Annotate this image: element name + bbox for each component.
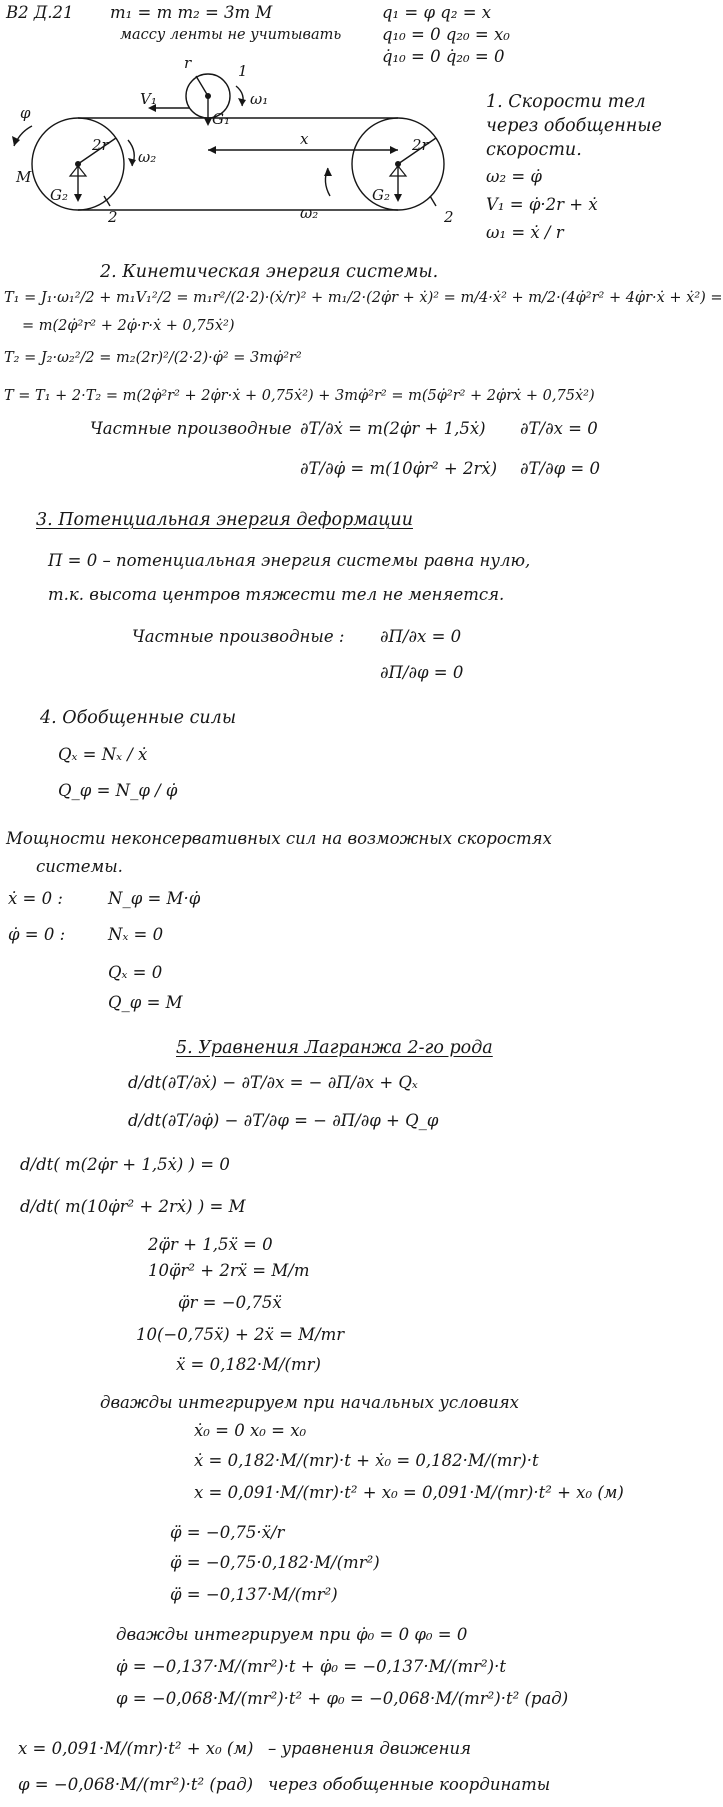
s5-integrate-2: дважды интегрируем при φ̇₀ = 0 φ₀ = 0 — [116, 1625, 468, 1644]
s1-v1: V₁ = φ̇·2r + ẋ — [486, 195, 598, 214]
s2-t2: T₂ = J₂·ω₂²/2 = m₂(2r)²/(2·2)·φ̇² = 3mφ̇²r² — [4, 350, 302, 366]
s5-final-note-1: – уравнения движения — [268, 1739, 471, 1758]
label-omega2-left: ω₂ — [138, 148, 157, 166]
s4-case2-cond: φ̇ = 0 : — [8, 925, 66, 944]
label-1: 1 — [238, 62, 248, 80]
s5-phidot: φ̇ = −0,137·M/(mr²)·t + φ̇₀ = −0,137·M/(mr²)·t — [116, 1657, 506, 1676]
s3-line-1: П = 0 – потенциальная энергия системы равна нулю, — [48, 551, 531, 570]
label-omega1: ω₁ — [250, 90, 269, 108]
s5-sys-2: 10φ̈r² + 2rẍ = M/m — [148, 1261, 310, 1280]
s4-result-Qphi: Q_φ = M — [108, 993, 183, 1012]
label-omega2-right: ω₂ — [300, 204, 319, 222]
initial-conditions-2: q̇₁₀ = 0 q̇₂₀ = 0 — [382, 47, 505, 66]
label-G2-left: G₂ — [50, 186, 68, 204]
s5-integrate-1: дважды интегрируем при начальных условиях — [100, 1393, 519, 1412]
label-r: r — [184, 54, 192, 72]
s5-final-note-2: через обобщенные координаты — [268, 1775, 551, 1794]
s5-xddot: ẍ = 0,182·M/(mr) — [176, 1355, 321, 1374]
s2-t1-line-a: T₁ = J₁·ω₁²/2 + m₁V₁²/2 = m₁r²/(2·2)·(ẋ/r)² + m₁/2·(2φ̇r + ẋ)² = m/4·ẋ² + m/2·(4φ̇²r² + 4φ̇r·ẋ + ẋ²) = — [4, 290, 723, 306]
s5-lagrange-phi: d/dt(∂T/∂φ̇) − ∂T/∂φ = − ∂П/∂φ + Q_φ — [128, 1111, 439, 1130]
tape-mass-note: массу ленты не учитывать — [120, 27, 342, 43]
variant-label: В2 Д.21 — [6, 3, 74, 22]
s5-phiddot-3: φ̈ = −0,137·M/(mr²) — [170, 1585, 338, 1604]
s4-power-1: Мощности неконсервативных сил на возможных скоростях — [6, 829, 552, 848]
s5-eq-1: d/dt( m(2φ̇r + 1,5ẋ) ) = 0 — [20, 1155, 230, 1174]
s4-case1-power: N_φ = M·φ̇ — [108, 889, 201, 908]
label-V1: V₁ — [140, 90, 157, 108]
s3-partial-label: Частные производные : — [132, 627, 345, 646]
label-2-left: 2 — [108, 208, 118, 226]
s5-ic-1: ẋ₀ = 0 x₀ = x₀ — [194, 1421, 307, 1440]
s4-Qphi: Q_φ = N_φ / φ̇ — [58, 781, 178, 800]
s4-case1-cond: ẋ = 0 : — [8, 889, 63, 908]
label-phi: φ — [20, 104, 31, 122]
s5-sys-1: 2φ̈r + 1,5ẍ = 0 — [148, 1235, 273, 1254]
initial-conditions-1: q₁₀ = 0 q₂₀ = x₀ — [382, 25, 510, 44]
s2-dT-dx: ∂T/∂x = 0 — [520, 419, 598, 438]
s5-lagrange-x: d/dt(∂T/∂ẋ) − ∂T/∂x = − ∂П/∂x + Qₓ — [128, 1073, 418, 1092]
s2-dT-dphidot: ∂T/∂φ̇ = m(10φ̇r² + 2rẋ) — [300, 459, 498, 478]
s2-dT-dphi: ∂T/∂φ = 0 — [520, 459, 600, 478]
s5-x: x = 0,091·M/(mr)·t² + x₀ = 0,091·M/(mr)·t² + x₀ (м) — [194, 1483, 624, 1502]
s2-dT-dxdot: ∂T/∂ẋ = m(2φ̇r + 1,5ẋ) — [300, 419, 486, 438]
s5-phi: φ = −0,068·M/(mr²)·t² + φ₀ = −0,068·M/(mr²)·t² (рад) — [116, 1689, 569, 1708]
label-M: M — [16, 168, 32, 186]
s5-final-x: x = 0,091·M/(mr)·t² + x₀ (м) — [18, 1739, 254, 1758]
s1-title-3: скорости. — [486, 140, 582, 160]
s5-final-phi: φ = −0,068·M/(mr²)·t² (рад) — [18, 1775, 254, 1794]
s2-title: 2. Кинетическая энергия системы. — [100, 262, 439, 282]
s3-title: 3. Потенциальная энергия деформации — [36, 510, 413, 530]
label-G2-right: G₂ — [372, 186, 390, 204]
s5-title: 5. Уравнения Лагранжа 2-го рода — [176, 1038, 493, 1058]
s3-line-2: т.к. высота центров тяжести тел не меняется. — [48, 585, 505, 604]
s2-t-total: T = T₁ + 2·T₂ = m(2φ̇²r² + 2φ̇r·ẋ + 0,75ẋ²) + 3mφ̇²r² = m(5φ̇²r² + 2φ̇rẋ + 0,75ẋ²) — [4, 388, 595, 404]
label-G1: G₁ — [212, 110, 230, 128]
s5-xdot: ẋ = 0,182·M/(mr)·t + ẋ₀ = 0,182·M/(mr)·t — [194, 1451, 539, 1470]
s5-phiddot-1: φ̈ = −0,75·ẍ/r — [170, 1523, 285, 1542]
s4-result-Qx: Qₓ = 0 — [108, 963, 163, 982]
s3-dP-dx: ∂П/∂x = 0 — [380, 627, 462, 646]
s5-phiddot-2: φ̈ = −0,75·0,182·M/(mr²) — [170, 1553, 380, 1572]
s2-partial-label: Частные производные — [90, 419, 292, 438]
s5-eq-2: d/dt( m(10φ̇r² + 2rẋ) ) = M — [20, 1197, 246, 1216]
generalized-coords: q₁ = φ q₂ = x — [382, 3, 492, 22]
s5-sys-4: 10(−0,75ẍ) + 2ẍ = M/mr — [136, 1325, 345, 1344]
s1-omega2: ω₂ = φ̇ — [486, 167, 542, 186]
s4-Qx: Qₓ = Nₓ / ẋ — [58, 745, 148, 764]
label-2r-right: 2r — [412, 136, 429, 154]
s3-dP-dphi: ∂П/∂φ = 0 — [380, 663, 464, 682]
masses-text: m₁ = m m₂ = 3m M — [110, 3, 273, 22]
s4-power-2: системы. — [36, 857, 123, 876]
s1-omega1: ω₁ = ẋ / r — [486, 223, 564, 242]
label-2r-left: 2r — [92, 136, 109, 154]
s1-title-2: через обобщенные — [486, 116, 662, 136]
s4-title: 4. Обобщенные силы — [40, 708, 237, 728]
s1-title-1: 1. Скорости тел — [486, 92, 646, 112]
label-2-right: 2 — [444, 208, 454, 226]
label-x: x — [300, 130, 309, 148]
s5-sys-3: φ̈r = −0,75ẍ — [178, 1293, 282, 1312]
s4-case2-power: Nₓ = 0 — [108, 925, 164, 944]
s2-t1-line-b: = m(2φ̇²r² + 2φ̇·r·ẋ + 0,75ẋ²) — [22, 318, 235, 334]
mechanism-figure — [0, 50, 470, 240]
